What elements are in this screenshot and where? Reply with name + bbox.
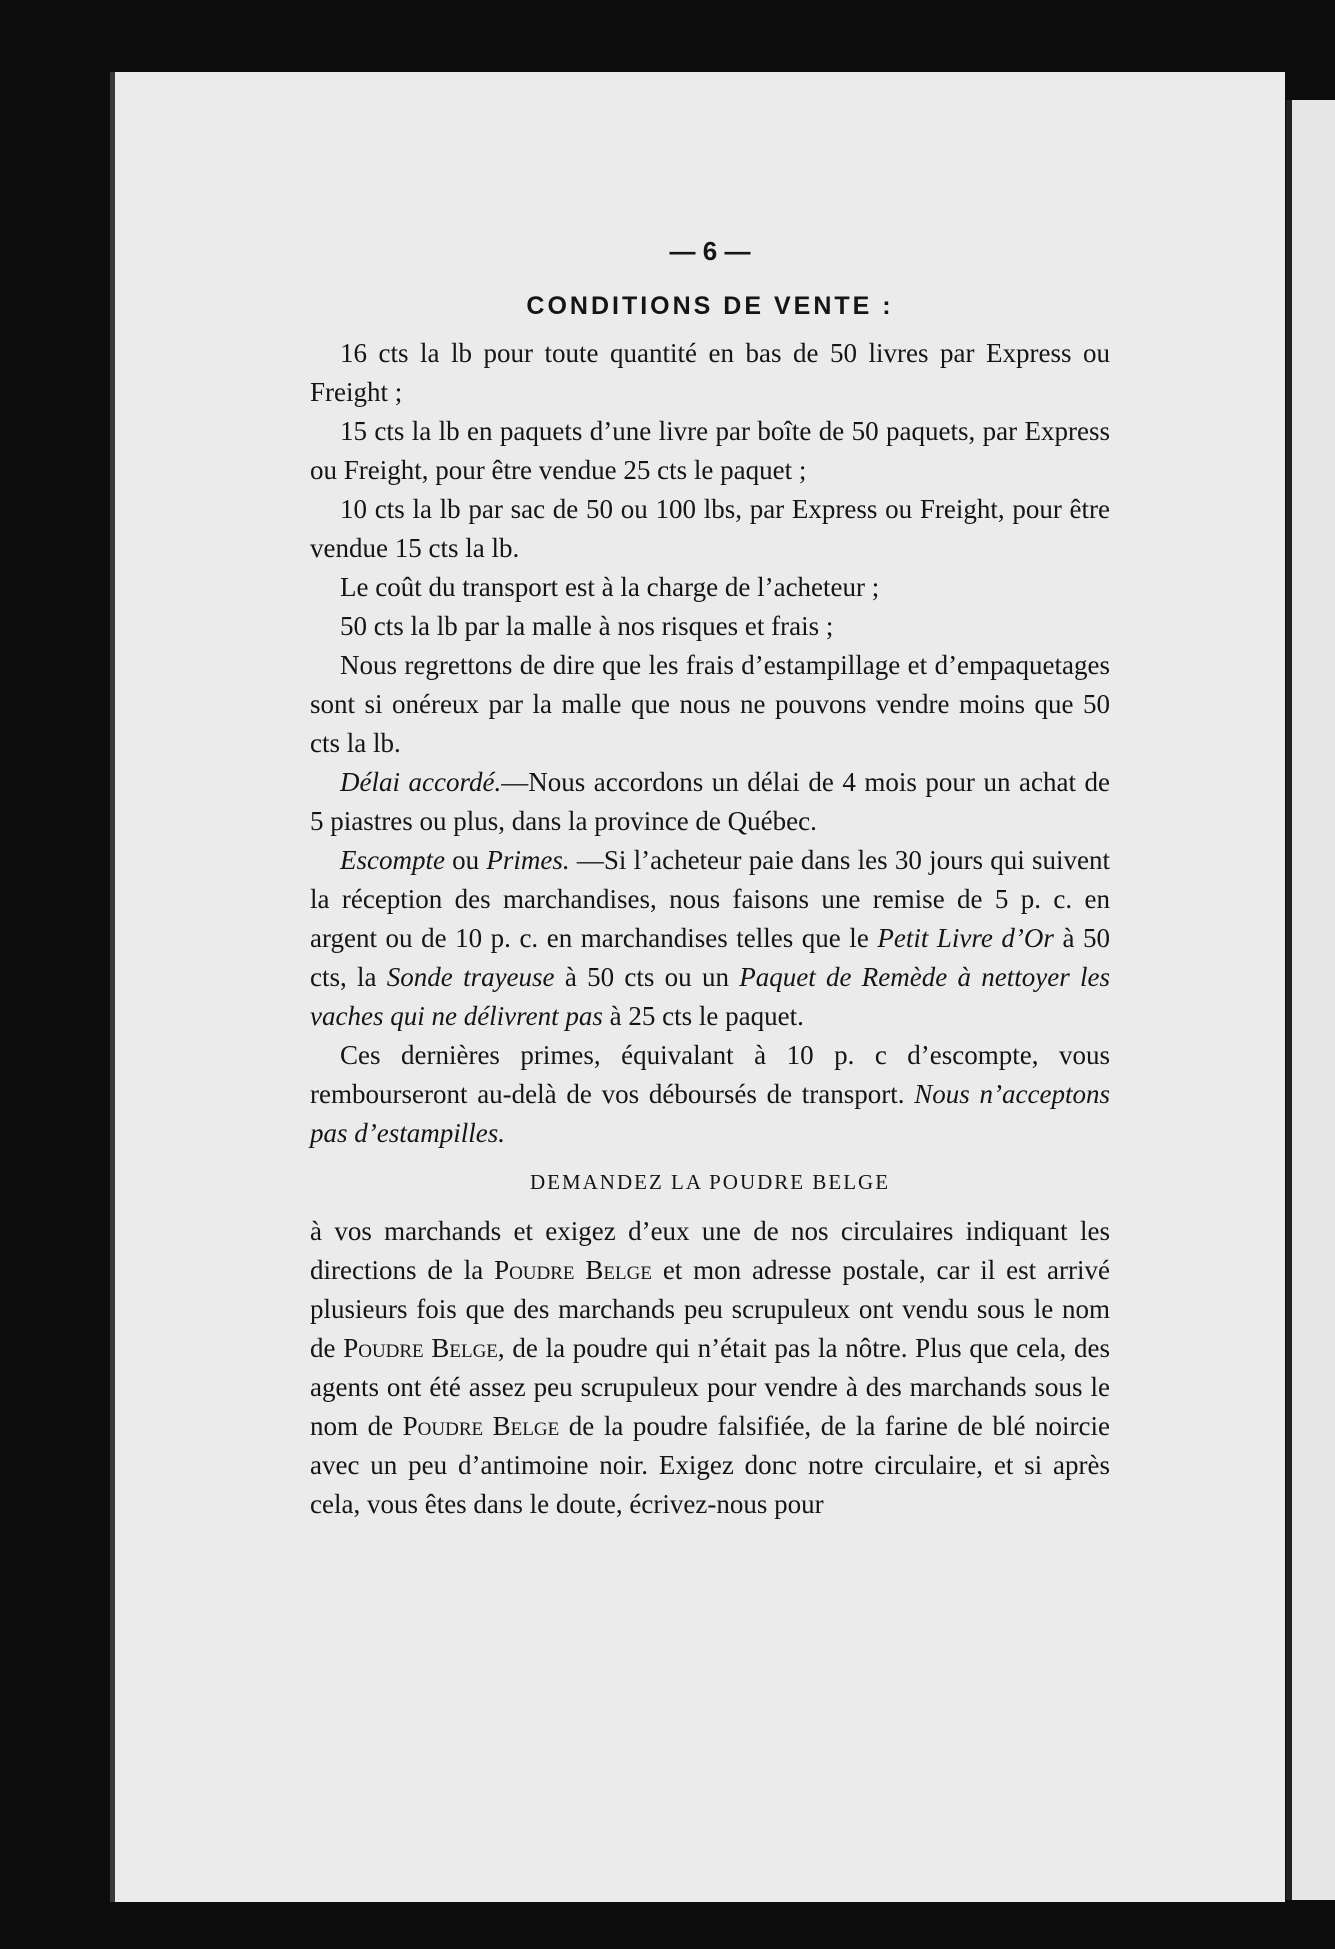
p8-text-5: à 25 cts le paquet. bbox=[602, 1001, 804, 1031]
sonde-title: Sonde trayeuse bbox=[386, 962, 555, 992]
delai-lead: Délai accordé. bbox=[340, 767, 502, 797]
p8-text-4: à 50 cts ou un bbox=[554, 962, 740, 992]
petit-livre-title: Petit Livre d’Or bbox=[877, 923, 1054, 953]
closing-text-2: et mon adresse postale, car il est arrivé plusieurs fois que des marchands peu scrupuleux ont vendu sous le nom de bbox=[310, 1255, 1110, 1363]
adjacent-page-edge bbox=[1286, 100, 1335, 1900]
paragraph-7 bbox=[310, 763, 1110, 841]
closing-text-1: à vos marchands et exigez d’eux une de nos circulaires indiquant les directions de la bbox=[310, 1216, 1110, 1285]
closing-paragraph bbox=[310, 1212, 1110, 1524]
closing-text-4: de la poudre falsifiée, de la farine de blé noircie avec un peu d’antimoine noir. Exigez donc notre circulaire, et si après cela, vous êtes dans le doute, écrivez-nous pour bbox=[310, 1411, 1110, 1519]
paragraph-2: 15 cts la lb en paquets d’une livre par boîte de 50 paquets, par Express ou Freight, pour être vendue 25 cts le paquet ; bbox=[310, 416, 1110, 485]
p8-text-2: —Si l’acheteur paie dans les 30 jours qui suivent la réception des marchandises, nous faisons une remise de 5 p. c. en argent ou de 10 p. c. en marchandises telles que le bbox=[310, 845, 1110, 953]
primes-lead: Primes. bbox=[486, 845, 570, 875]
p8-text-3: à 50 cts, la bbox=[310, 923, 1111, 992]
p9-italic: Nous n’acceptons pas d’estampilles. bbox=[310, 1079, 1110, 1148]
delai-text: —Nous accordons un délai de 4 mois pour un achat de 5 piastres ou plus, dans la province de Québec. bbox=[310, 767, 1110, 836]
p9-text: Ces dernières primes, équivalant à 10 p. c d’escompte, vous rembourseront au-delà de vos déboursés de transport. bbox=[310, 1040, 1110, 1109]
page-number: — 6 — bbox=[669, 236, 751, 266]
product-name-2: Poudre Belge bbox=[343, 1333, 498, 1363]
product-name-3: Poudre Belge bbox=[402, 1411, 560, 1441]
paragraph-8 bbox=[310, 841, 1110, 1036]
paquet-title: Paquet de Remède à nettoyer les vaches qui ne délivrent pas bbox=[310, 962, 1111, 1031]
closing-text-3: , de la poudre qui n’était pas la nôtre. Plus que cela, des agents ont été assez peu scrupuleux pour vendre à des marchands sous le nom de bbox=[310, 1333, 1110, 1441]
paragraph-1: 16 cts la lb pour toute quantité en bas de 50 livres par Express ou Freight ; bbox=[310, 338, 1110, 407]
escompte-lead: Escompte bbox=[340, 845, 445, 875]
section-heading: CONDITIONS DE VENTE : bbox=[526, 292, 894, 320]
product-name-1: Poudre Belge bbox=[494, 1255, 652, 1285]
paragraph-3: 10 cts la lb par sac de 50 ou 100 lbs, par Express ou Freight, pour être vendue 15 cts la lb. bbox=[310, 494, 1110, 563]
text-column bbox=[310, 232, 1110, 1524]
p8-text-1: ou bbox=[444, 845, 487, 875]
paragraph-9 bbox=[310, 1036, 1110, 1153]
paragraph-5: 50 cts la lb par la malle à nos risques et frais ; bbox=[340, 611, 834, 641]
paragraph-4: Le coût du transport est à la charge de l’acheteur ; bbox=[340, 572, 880, 602]
paragraph-6: Nous regrettons de dire que les frais d’estampillage et d’empaquetages sont si onéreux par la malle que nous ne pouvons vendre moins que 50 cts la lb. bbox=[310, 650, 1110, 758]
subheading: DEMANDEZ LA POUDRE BELGE bbox=[529, 1170, 891, 1194]
